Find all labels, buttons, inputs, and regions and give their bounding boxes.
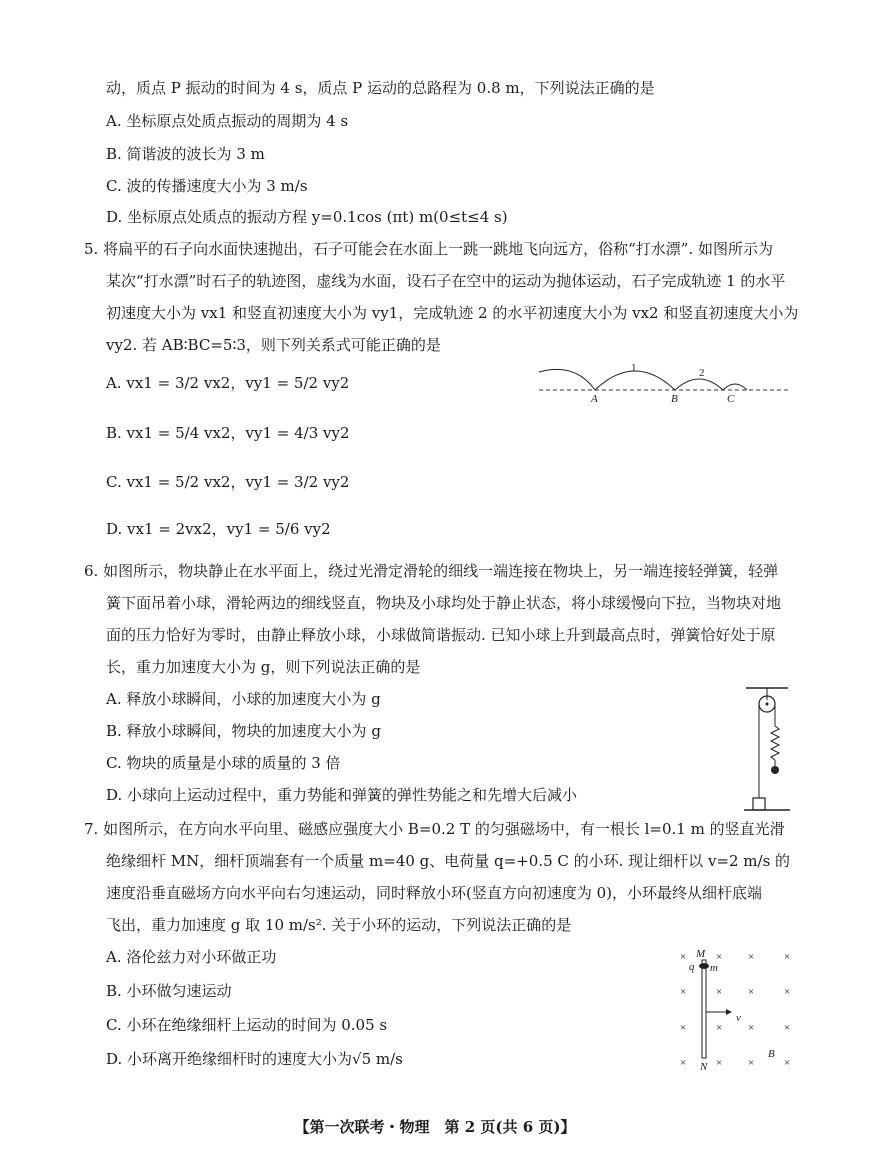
label-b: B (768, 1048, 775, 1060)
svg-text:×: × (716, 1022, 723, 1034)
q7-stem-line3: 速度沿垂直磁场方向水平向右匀速运动，同时释放小环(竖直方向初速度为 0)，小环最终从细杆底端 (106, 884, 763, 902)
svg-text:×: × (748, 986, 755, 998)
spring-icon (771, 726, 779, 760)
track-2-arc (675, 379, 723, 390)
q4-stem: 动，质点 P 振动的时间为 4 s，质点 P 运动的总路程为 0.8 m，下列说法正确的是 (106, 79, 655, 97)
q5-option-d: D. vx1 = 2vx2，vy1 = 5/6 vy2 (106, 520, 331, 538)
svg-text:×: × (680, 986, 687, 998)
label-m: m (710, 962, 718, 974)
q6-stem-line1: 6. 如图所示，物块静止在水平面上，绕过光滑定滑轮的细线一端连接在物块上，另一端连接轻弹簧，轻弹 (84, 562, 779, 580)
ball-icon (771, 766, 779, 774)
ring-icon (699, 963, 709, 969)
track-2-label: 2 (699, 367, 705, 379)
svg-text:×: × (680, 951, 687, 963)
svg-text:×: × (680, 1057, 687, 1069)
q5-option-b: B. vx1 = 5/4 vx2，vy1 = 4/3 vy2 (106, 424, 350, 442)
q7-option-c: C. 小环在绝缘细杆上运动的时间为 0.05 s (106, 1016, 388, 1034)
q6-stem-line2: 簧下面吊着小球，滑轮两边的细线竖直，物块及小球均处于静止状态，将小球缓慢向下拉，当物块对地 (106, 594, 782, 612)
q4-option-b: B. 简谐波的波长为 3 m (106, 145, 265, 163)
label-n-bottom: N (700, 1061, 708, 1073)
arrow-head-icon (726, 1009, 732, 1015)
svg-text:×: × (716, 1057, 723, 1069)
q7-option-a: A. 洛伦兹力对小环做正功 (106, 948, 277, 966)
svg-text:×: × (680, 1022, 687, 1034)
label-q: q (689, 961, 695, 973)
insulating-rod (702, 960, 706, 1058)
q6-option-b: B. 释放小球瞬间，物块的加速度大小为 g (106, 722, 381, 740)
stone-trajectory-figure (535, 360, 795, 410)
svg-text:×: × (784, 1057, 791, 1069)
q7-option-d: D. 小环离开绝缘细杆时的速度大小为√5 m/s (106, 1050, 403, 1068)
q6-stem-line4: 长，重力加速度大小为 g，则下列说法正确的是 (106, 658, 421, 676)
point-a-label: A (591, 393, 598, 405)
point-c-label: C (727, 393, 735, 405)
q4-option-c: C. 波的传播速度大小为 3 m/s (106, 177, 308, 195)
track-1-label: 1 (631, 362, 637, 374)
track-3-arc (723, 384, 747, 390)
q5-stem-line1: 5. 将扁平的石子向水面快速抛出，石子可能会在水面上一跳一跳地飞向远方，俗称“打水漂”. 如图所示为 (84, 240, 773, 258)
label-m-top: M (696, 948, 706, 960)
q6-option-d: D. 小球向上运动过程中，重力势能和弹簧的弹性势能之和先增大后减小 (106, 786, 578, 804)
q6-option-c: C. 物块的质量是小球的质量的 3 倍 (106, 754, 341, 772)
q4-option-a: A. 坐标原点处质点振动的周期为 4 s (106, 112, 349, 130)
svg-text:×: × (784, 951, 791, 963)
q5-stem-line3: 初速度大小为 vx1 和竖直初速度大小为 vy1，完成轨迹 2 的水平初速度大小为 vx2 和竖直初速度大小为 (106, 304, 799, 322)
q4-option-d: D. 坐标原点处质点的振动方程 y=0.1cos (πt) m(0≤t≤4 s) (106, 208, 508, 226)
q7-option-b: B. 小环做匀速运动 (106, 982, 232, 1000)
page-footer: 【第一次联考・物理 第 2 页(共 6 页)】 (294, 1118, 576, 1136)
svg-text:×: × (748, 1022, 755, 1034)
q7-stem-line4: 飞出，重力加速度 g 取 10 m/s². 关于小环的运动，下列说法正确的是 (106, 916, 572, 934)
svg-text:×: × (748, 1057, 755, 1069)
q5-option-c: C. vx1 = 5/2 vx2，vy1 = 3/2 vy2 (106, 473, 350, 491)
svg-text:×: × (748, 951, 755, 963)
q7-stem-line2: 绝缘细杆 MN，细杆顶端套有一个质量 m=40 g、电荷量 q=+0.5 C 的小环. 现让细杆以 v=2 m/s 的 (106, 852, 791, 870)
magnetic-field-figure (672, 944, 802, 1074)
svg-text:×: × (716, 986, 723, 998)
svg-text:×: × (784, 1022, 791, 1034)
point-b-label: B (671, 393, 678, 405)
svg-text:×: × (784, 986, 791, 998)
block-icon (753, 798, 765, 810)
q6-stem-line3: 面的压力恰好为零时，由静止释放小球，小球做简谐振动. 已知小球上升到最高点时，弹簧恰好处于原 (106, 626, 776, 644)
pulley-spring-figure (742, 680, 792, 816)
q5-option-a: A. vx1 = 3/2 vx2，vy1 = 5/2 vy2 (106, 374, 350, 392)
q5-stem-line4: vy2. 若 AB∶BC=5∶3，则下列关系式可能正确的是 (106, 336, 441, 354)
incoming-arc (539, 369, 595, 390)
q6-option-a: A. 释放小球瞬间，小球的加速度大小为 g (106, 690, 381, 708)
label-v: v (736, 1012, 741, 1024)
q5-stem-line2: 某次“打水漂”时石子的轨迹图，虚线为水面，设石子在空中的运动为抛体运动，石子完成轨迹 1 的水平 (106, 272, 786, 290)
svg-text:×: × (716, 951, 723, 963)
q7-stem-line1: 7. 如图所示，在方向水平向里、磁感应强度大小 B=0.2 T 的匀强磁场中，有一根长 l=0.1 m 的竖直光滑 (84, 820, 785, 838)
